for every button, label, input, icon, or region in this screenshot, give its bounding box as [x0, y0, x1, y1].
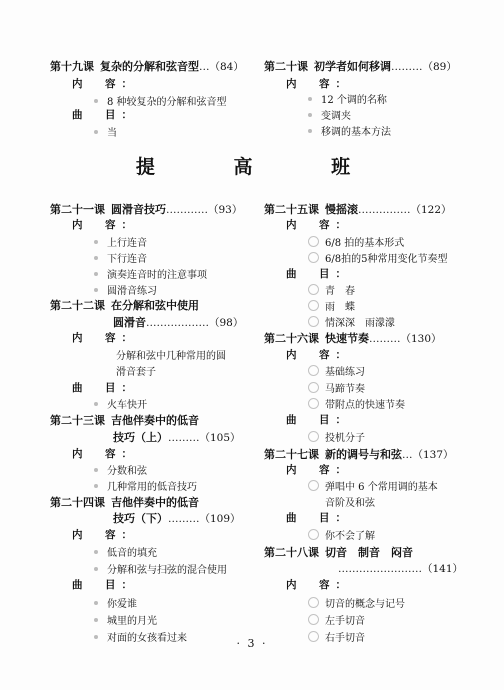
content-label: 内 容：	[72, 78, 138, 90]
circle-icon	[308, 316, 319, 327]
lesson-26-heading: 第二十六课 快速节奏………（130）	[264, 332, 442, 345]
content-item: 分数和弦	[94, 462, 147, 477]
lesson-22-heading: 第二十二课 在分解和弦中使用	[50, 299, 199, 312]
circle-icon	[308, 284, 319, 295]
circle-icon	[308, 614, 319, 625]
content-item: 分解和弦中几种常用的圆	[116, 351, 226, 362]
content-label: 内 容：	[286, 464, 352, 476]
content-item: 演奏连音时的注意事项	[94, 266, 207, 281]
lesson-21-heading: 第二十一课 圆滑音技巧…………（93）	[50, 203, 243, 216]
song-label: 曲 目：	[286, 512, 352, 524]
bullet-icon	[94, 567, 98, 571]
circle-icon	[308, 431, 319, 442]
content-item: 带附点的快速节奏	[308, 396, 405, 411]
bullet-icon	[94, 288, 98, 292]
song-label: 曲 目：	[72, 382, 138, 394]
circle-icon	[308, 252, 319, 263]
bullet-icon	[94, 402, 98, 406]
lesson-23-heading-cont: 技巧（上）………（105）	[113, 431, 241, 444]
content-item: 12 个调的名称	[308, 91, 387, 106]
song-label: 曲 目：	[72, 579, 138, 591]
circle-icon	[308, 480, 319, 491]
lesson-page: ………（89）	[391, 61, 457, 73]
content-item: 滑音套子	[116, 367, 156, 378]
bullet-icon	[308, 97, 312, 101]
circle-icon	[308, 300, 319, 311]
lesson-24-heading: 第二十四课 吉他伴奏中的低音	[50, 496, 199, 509]
lesson-page: …（84）	[199, 61, 244, 73]
song-item: 青 春	[308, 282, 355, 297]
song-label: 曲 目：	[286, 268, 352, 280]
content-item: 马蹄节奏	[308, 380, 365, 395]
song-item: 当	[94, 124, 117, 139]
bullet-icon	[94, 618, 98, 622]
content-item: 分解和弦与扫弦的混合使用	[94, 561, 227, 576]
content-item: 圆滑音练习	[94, 282, 157, 297]
content-label: 内 容：	[72, 332, 138, 344]
circle-icon	[308, 398, 319, 409]
lesson-25-heading: 第二十五课 慢摇滚……………（122）	[264, 203, 452, 216]
lesson-19-heading	[50, 58, 244, 74]
content-item: 6/8拍的5种常用变化节奏型	[308, 250, 447, 265]
song-item: 你爱谁	[94, 595, 137, 610]
bullet-icon	[94, 99, 98, 103]
song-item: 雨 蝶	[308, 298, 355, 313]
content-item: 右手切音	[308, 629, 365, 644]
bullet-icon	[308, 113, 312, 117]
content-item: 左手切音	[308, 612, 365, 627]
content-item: 切音的概念与记号	[308, 595, 405, 610]
circle-icon	[308, 529, 319, 540]
bullet-icon	[94, 601, 98, 605]
song-item: 对面的女孩看过来	[94, 629, 187, 644]
lesson-number: 第十九课	[50, 60, 94, 73]
lesson-title: 初学者如何移调	[314, 60, 391, 73]
content-item: 6/8 拍的基本形式	[308, 234, 404, 249]
content-item: 基础练习	[308, 363, 365, 378]
song-item: 城里的月光	[94, 612, 157, 627]
content-label: 内 容：	[72, 219, 138, 231]
lesson-28-heading-cont: ……………………（141）	[338, 563, 464, 575]
content-item: 上行连音	[94, 234, 147, 249]
content-item: 8 种较复杂的分解和弦音型	[94, 93, 227, 108]
song-item: 火车快开	[94, 396, 147, 411]
circle-icon	[308, 597, 319, 608]
bullet-icon	[94, 550, 98, 554]
page-number: · 3 ·	[236, 637, 268, 650]
bullet-icon	[94, 256, 98, 260]
circle-icon	[308, 365, 319, 376]
lesson-24-heading-cont: 技巧（下）………（109）	[113, 512, 241, 525]
content-item: 移调的基本方法	[308, 123, 391, 138]
content-label: 内 容：	[286, 78, 352, 90]
lesson-28-heading: 第二十八课 切音 制音 闷音	[264, 546, 413, 559]
bullet-icon	[308, 129, 312, 133]
content-item: 变调夹	[308, 107, 351, 122]
bullet-icon	[94, 240, 98, 244]
bullet-icon	[94, 130, 98, 134]
content-label: 内 容：	[286, 579, 352, 591]
lesson-title: 复杂的分解和弦音型	[100, 60, 199, 73]
content-label: 内 容：	[72, 529, 138, 541]
bullet-icon	[94, 272, 98, 276]
bullet-icon	[94, 468, 98, 472]
content-label: 内 容：	[72, 448, 138, 460]
content-item: 几种常用的低音技巧	[94, 478, 197, 493]
lesson-number: 第二十课	[264, 60, 308, 73]
lesson-27-heading: 第二十七课 新的调号与和弦…（137）	[264, 448, 454, 461]
lesson-23-heading: 第二十三课 吉他伴奏中的低音	[50, 414, 199, 427]
content-item: 下行连音	[94, 250, 147, 265]
lesson-20-heading	[264, 58, 457, 74]
circle-icon	[308, 382, 319, 393]
song-item: 投机分子	[308, 429, 365, 444]
song-item: 情深深 雨濛濛	[308, 314, 395, 329]
section-title: 提 高 班	[135, 156, 387, 178]
circle-icon	[308, 236, 319, 247]
song-label: 曲 目：	[72, 109, 138, 121]
song-item: 你不会了解	[308, 527, 375, 542]
lesson-22-heading-cont: 圆滑音………………（98）	[113, 316, 244, 329]
content-label: 内 容：	[286, 349, 352, 361]
song-label: 曲 目：	[286, 414, 352, 426]
content-item: 低音的填充	[94, 544, 157, 559]
bullet-icon	[94, 484, 98, 488]
content-item: 弹唱中 6 个常用调的基本	[308, 478, 438, 493]
content-item: 音阶及和弦	[325, 498, 375, 509]
content-label: 内 容：	[286, 219, 352, 231]
